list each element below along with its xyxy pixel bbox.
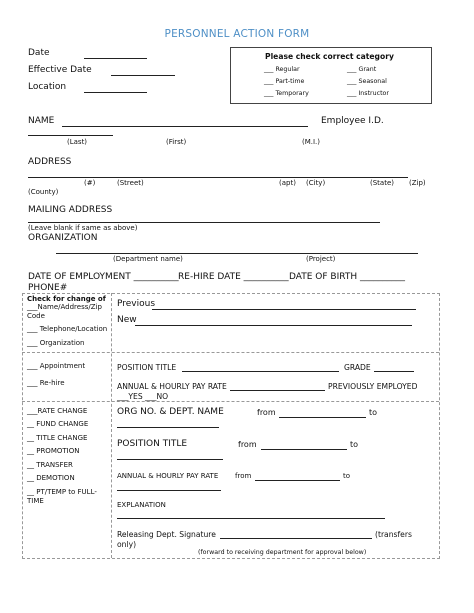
table-divider-2 — [22, 401, 439, 402]
form-title: PERSONNEL ACTION FORM — [164, 28, 310, 40]
pay-from-field[interactable] — [255, 480, 340, 481]
explanation-label: EXPLANATION — [117, 501, 166, 509]
org-from-label: from — [257, 408, 276, 417]
mailing-note: (Leave blank if same as above) — [28, 224, 138, 232]
title-from-field[interactable] — [261, 449, 347, 450]
releasing-signature-label: Releasing Dept. Signature — [117, 530, 216, 539]
address-state-caption: (State) — [370, 179, 394, 187]
address-apt-caption: (apt) — [279, 179, 296, 187]
mailing-address-field[interactable] — [28, 222, 380, 223]
address-zip-caption: (Zip) — [409, 179, 426, 187]
employee-id-label: Employee I.D. — [321, 116, 384, 126]
new-label: New — [117, 315, 137, 325]
change-of-heading: Check for change of — [27, 295, 106, 303]
category-temporary[interactable]: ___ Temporary — [264, 90, 309, 97]
pay-rate-label: ANNUAL & HOURLY PAY RATE — [117, 382, 227, 391]
pay-to-label: to — [343, 472, 351, 480]
project-caption: (Project) — [306, 255, 336, 263]
organization-field[interactable] — [56, 253, 418, 254]
demotion-option[interactable]: __ DEMOTION — [27, 474, 75, 482]
name-mi-caption: (M.I.) — [302, 138, 321, 146]
appointment-option[interactable]: ___ Appointment — [27, 362, 86, 370]
phone-field[interactable]: PHONE# — [28, 283, 68, 293]
address-city-caption: (City) — [306, 179, 326, 187]
change-organization[interactable]: ___ Organization — [27, 339, 85, 347]
effective-date-label: Effective Date — [28, 65, 92, 75]
forward-note: (forward to receiving department for approval below) — [198, 549, 367, 556]
table-divider-1 — [22, 352, 439, 353]
title-change-option[interactable]: __ TITLE CHANGE — [27, 434, 88, 442]
promotion-option[interactable]: __ PROMOTION — [27, 447, 80, 455]
previously-employed-label: PREVIOUSLY EMPLOYED — [328, 382, 418, 391]
name-first-caption: (First) — [166, 138, 187, 146]
date-of-birth-field[interactable]: DATE OF BIRTH __________ — [289, 272, 405, 282]
category-regular[interactable]: ___ Regular — [264, 66, 300, 73]
fund-change-option[interactable]: __ FUND CHANGE — [27, 420, 89, 428]
change-telephone-location[interactable]: ___ Telephone/Location — [27, 325, 108, 333]
department-name-caption: (Department name) — [113, 255, 183, 263]
position-title-field[interactable] — [182, 371, 339, 372]
name-field[interactable] — [62, 126, 308, 127]
address-field[interactable] — [28, 177, 408, 178]
mailing-address-label: MAILING ADDRESS — [28, 205, 113, 215]
org-to-label: to — [369, 408, 378, 417]
employee-id-field[interactable] — [28, 135, 113, 136]
address-county-caption: (County) — [28, 188, 59, 196]
pay-rate-field[interactable] — [230, 390, 325, 391]
address-num-caption: (#) — [84, 179, 96, 187]
category-seasonal[interactable]: ___ Seasonal — [347, 78, 387, 85]
rehire-option[interactable]: ___ Re-hire — [27, 379, 65, 387]
address-label: ADDRESS — [28, 157, 72, 167]
rate-change-option[interactable]: ___RATE CHANGE — [27, 407, 88, 415]
name-label: NAME — [28, 116, 55, 126]
table-divider-vertical — [111, 293, 112, 558]
pt-temp-full-time-option[interactable]: __ PT/TEMP to FULL-TIME — [27, 488, 97, 505]
previous-label: Previous — [117, 299, 156, 309]
grade-label: GRADE — [344, 363, 371, 372]
title-to-field[interactable] — [117, 459, 223, 460]
title-from-label: from — [238, 440, 257, 449]
change-position-title-label: POSITION TITLE — [117, 439, 188, 449]
name-last-caption: (Last) — [67, 138, 88, 146]
change-name-address-zip[interactable]: ___Name/Address/Zip Code — [27, 303, 102, 320]
date-of-employment-field[interactable]: DATE OF EMPLOYMENT __________ — [28, 272, 179, 282]
organization-label: ORGANIZATION — [28, 233, 98, 243]
pay-from-label: from — [235, 472, 252, 480]
position-title-label: POSITION TITLE — [117, 363, 177, 372]
explanation-field[interactable] — [117, 518, 385, 519]
category-heading: Please check correct category — [265, 52, 394, 61]
date-label: Date — [28, 48, 50, 58]
category-part-time[interactable]: ___ Part-time — [264, 78, 305, 85]
category-grant[interactable]: ___ Grant — [347, 66, 377, 73]
location-field[interactable] — [84, 92, 147, 93]
new-field[interactable] — [135, 325, 412, 326]
org-from-field[interactable] — [279, 417, 366, 418]
previous-field[interactable] — [152, 309, 416, 310]
transfer-option[interactable]: __ TRANSFER — [27, 461, 73, 469]
date-field[interactable] — [84, 58, 147, 59]
title-to-label: to — [350, 440, 359, 449]
location-label: Location — [28, 82, 67, 92]
rehire-date-field[interactable]: RE-HIRE DATE __________ — [178, 272, 289, 282]
grade-field[interactable] — [374, 371, 414, 372]
category-instructor[interactable]: ___ Instructor — [347, 90, 389, 97]
pay-to-field[interactable] — [117, 490, 221, 491]
effective-date-field[interactable] — [111, 75, 175, 76]
address-street-caption: (Street) — [117, 179, 144, 187]
yes-no-option[interactable]: ___YES ___NO — [117, 392, 169, 401]
org-dept-label: ORG NO. & DEPT. NAME — [117, 407, 224, 417]
change-pay-rate-label: ANNUAL & HOURLY PAY RATE — [117, 472, 219, 480]
org-to-field[interactable] — [117, 427, 219, 428]
transfers-only-note: (transfers only) — [117, 530, 412, 549]
